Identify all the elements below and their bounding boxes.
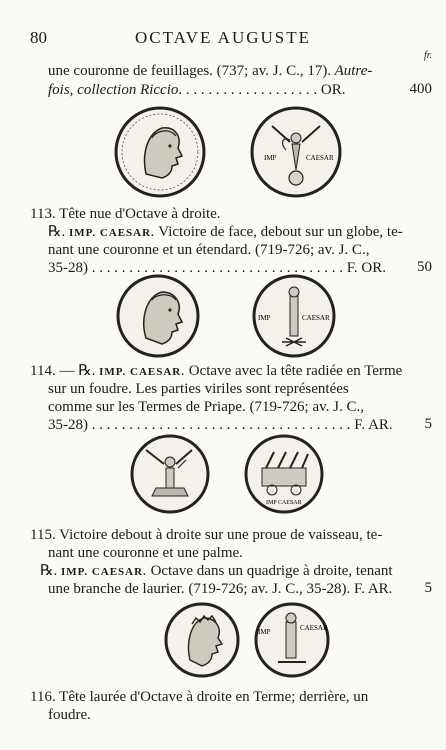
entry-115-line4: une branche de laurier. (719-726; av. J. C., 35-28). F. AR. — [48, 581, 393, 597]
entry-cont-line1: une couronne de feuillages. (737; av. J. C., 17). Autre- — [48, 63, 373, 79]
coin-114-rev-legend-right: CAESAR — [302, 314, 330, 322]
coin-113-rev-legend-right: CAESAR — [306, 154, 334, 162]
entry-116-line2: foudre. — [48, 707, 91, 723]
entry-114-price: 5 — [424, 416, 432, 432]
running-head: OCTAVE AUGUSTE — [134, 28, 312, 47]
entry-113-line1: 113. Tête nue d'Octave à droite. — [30, 206, 221, 222]
coin-114-rev-legend-left: IMP — [258, 314, 271, 322]
entry-114-line3: comme sur les Termes de Priape. (719-726; av. J. C., — [48, 399, 364, 415]
entry-115-line3: ℞. IMP. CAESAR. Octave dans un quadrige à droite, tenant — [40, 563, 393, 579]
entry-113-line3: nant une couronne et un étendard. (719-726; av. J. C., — [48, 242, 370, 258]
coin-116-obverse — [160, 600, 244, 680]
coin-114-reverse — [244, 272, 344, 360]
entry-113-price: 50 — [417, 259, 432, 275]
entry-115-line1: 115. Victoire debout à droite sur une proue de vaisseau, te- — [30, 527, 383, 543]
entry-115-line2: nant une couronne et une palme. — [48, 545, 243, 561]
entry-114-line1: 114. — ℞. IMP. CAESAR. Octave avec la tête radiée en Terme — [30, 363, 403, 379]
entry-113-line2: ℞. IMP. CAESAR. Victoire de face, debout sur un globe, te- — [48, 224, 403, 240]
coin-116-reverse — [246, 600, 338, 680]
coin-115-obverse — [122, 432, 218, 516]
coin-113-rev-legend-left: IMP — [264, 154, 277, 162]
currency-mark: fr. — [423, 50, 432, 61]
coin-116-rev-legend-right: CAESAR — [300, 624, 328, 632]
entry-cont-line2: fois, collection Riccio. . . . . . . . . . . . . . . . . . . OR. — [48, 82, 346, 98]
entry-114-line4: 35-28) . . . . . . . . . . . . . . . . . . . . . . . . . . . . . . . . . . . F. AR. — [48, 417, 393, 433]
entry-114-line2: sur un foudre. Les parties viriles sont représentées — [48, 381, 349, 397]
entry-115-price: 5 — [424, 580, 432, 596]
coin-115-reverse — [236, 432, 332, 516]
coin-116-rev-legend-left: IMP — [258, 628, 271, 636]
page-number: 80 — [30, 28, 47, 47]
coin-113-obverse — [112, 104, 208, 200]
coin-115-rev-legend: IMP CAESAR — [266, 500, 302, 506]
coin-114-obverse — [108, 272, 208, 360]
entry-113-line4: 35-28) . . . . . . . . . . . . . . . . . . . . . . . . . . . . . . . . . . F. OR. — [48, 260, 386, 276]
entry-cont-price: 400 — [409, 81, 432, 97]
coin-113-reverse — [246, 104, 346, 200]
entry-116-line1: 116. Tête laurée d'Octave à droite en Terme; derrière, un — [30, 689, 369, 705]
